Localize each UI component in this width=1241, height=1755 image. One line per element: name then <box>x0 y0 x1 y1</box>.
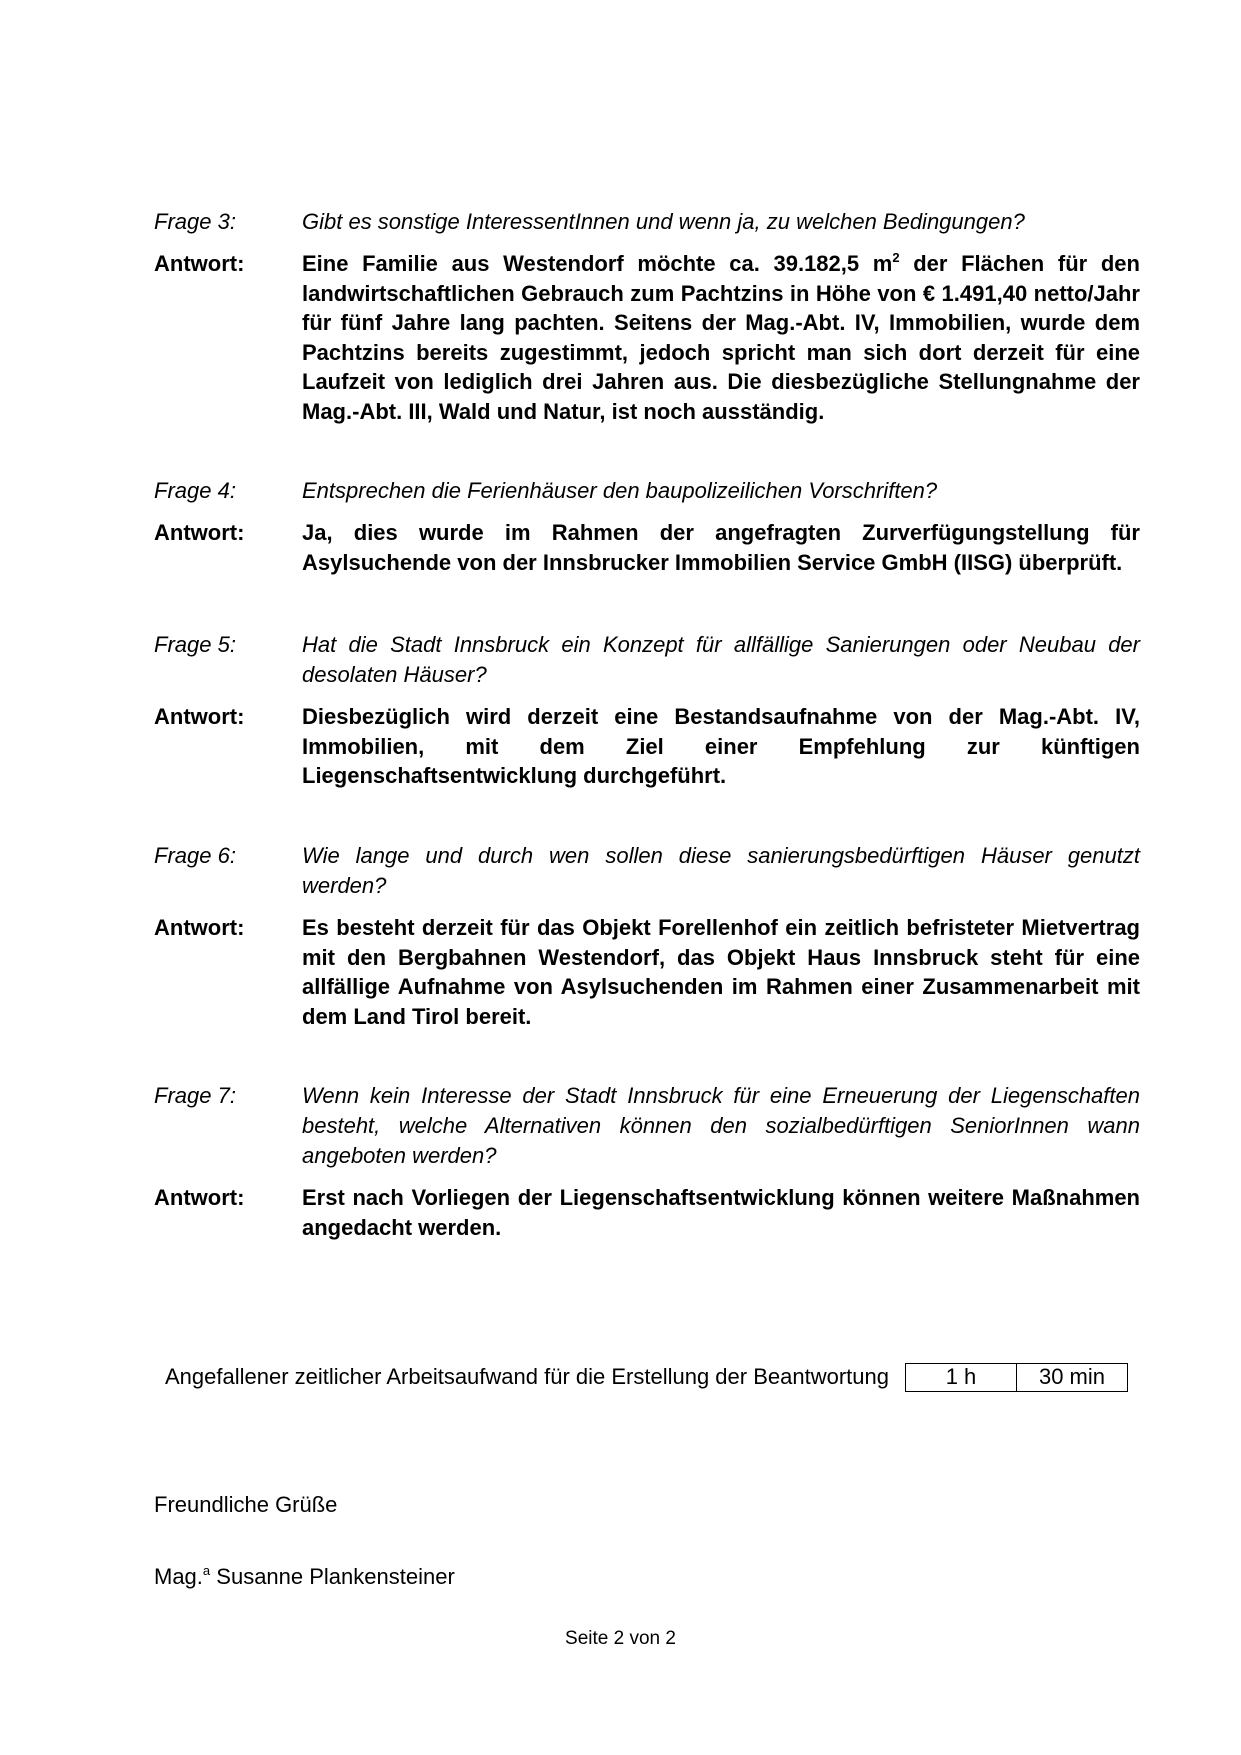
answer-row <box>154 702 1140 791</box>
question-label: Frage 7: <box>154 1083 236 1108</box>
signature-title: Mag. <box>154 1564 203 1589</box>
qa-block-3 <box>154 207 1140 426</box>
question-text: Wie lange und durch wen sollen diese sanierungsbedürftigen Häuser genutzt werden? <box>302 843 1140 898</box>
work-effort-row <box>165 1362 1128 1392</box>
question-row <box>154 630 1140 690</box>
answer-row <box>154 913 1140 1031</box>
answer-text: Ja, dies wurde im Rahmen der angefragten Zurverfügungstellung für Asylsuchende von der Innsbrucker Immobilien Service GmbH (IISG) überprüft. <box>302 520 1140 575</box>
signature-name: Susanne Plankensteiner <box>216 1564 455 1589</box>
effort-hours-cell: 1 h <box>905 1363 1016 1391</box>
question-text: Entsprechen die Ferienhäuser den baupolizeilichen Vorschriften? <box>302 478 938 503</box>
question-label: Frage 6: <box>154 843 236 868</box>
answer-label: Antwort: <box>154 1185 245 1210</box>
superscript-2: 2 <box>892 250 900 265</box>
answer-text: Es besteht derzeit für das Objekt Forellenhof ein zeitlich befristeter Mietvertrag mit den Bergbahnen Westendorf, das Objekt Haus Innsbruck steht für eine allfällige Aufnahme von Asylsuchenden im Rahmen einer Zusammenarbeit mit dem Land Tirol bereit. <box>302 915 1140 1029</box>
qa-block-7 <box>154 1081 1140 1242</box>
question-label: Frage 5: <box>154 632 236 657</box>
answer-row <box>154 1183 1140 1242</box>
answer-text: Erst nach Vorliegen der Liegenschaftsentwicklung können weitere Maßnahmen angedacht werden. <box>302 1185 1140 1240</box>
question-text: Hat die Stadt Innsbruck ein Konzept für allfällige Sanierungen oder Neubau der desolaten Häuser? <box>302 632 1140 687</box>
answer-label: Antwort: <box>154 520 245 545</box>
question-row <box>154 207 1140 237</box>
question-label: Frage 4: <box>154 478 236 503</box>
qa-block-5 <box>154 630 1140 791</box>
work-effort-label: Angefallener zeitlicher Arbeitsaufwand für die Erstellung der Beantwortung <box>165 1364 889 1389</box>
answer-text-part1: Eine Familie aus Westendorf möchte ca. 39.182,5 m <box>302 251 893 276</box>
signature <box>154 1562 455 1592</box>
question-label: Frage 3: <box>154 209 236 234</box>
answer-label: Antwort: <box>154 704 245 729</box>
signature-title-superscript: a <box>202 1563 211 1578</box>
work-effort-table <box>905 1363 1128 1392</box>
qa-block-4 <box>154 476 1140 577</box>
page-number: Seite 2 von 2 <box>565 1628 676 1649</box>
question-text: Gibt es sonstige InteressentInnen und wenn ja, zu welchen Bedingungen? <box>302 209 1025 234</box>
question-row <box>154 841 1140 901</box>
qa-block-6 <box>154 841 1140 1031</box>
answer-row <box>154 249 1140 426</box>
answer-label: Antwort: <box>154 915 245 940</box>
answer-row <box>154 518 1140 577</box>
answer-label: Antwort: <box>154 251 245 276</box>
question-row <box>154 476 1140 506</box>
answer-text <box>302 249 1140 426</box>
answer-text-part2: der Flächen für den landwirtschaftlichen Gebrauch zum Pachtzins in Höhe von € 1.491,40 netto/Jahr für fünf Jahre lang pachten. Seitens der Mag.-Abt. IV, Immobilien, wurde dem Pachtzins bereits zugestimmt, jedoch spricht man sich dort derzeit für eine Laufzeit von lediglich drei Jahren aus. Die diesbezügliche Stellungnahme der Mag.-Abt. III, Wald und Natur, ist noch ausständig. <box>302 251 1140 424</box>
closing-greeting: Freundliche Grüße <box>154 1492 338 1517</box>
question-row <box>154 1081 1140 1171</box>
effort-minutes-cell: 30 min <box>1016 1363 1127 1391</box>
question-text: Wenn kein Interesse der Stadt Innsbruck für eine Erneuerung der Liegenschaften besteht, welche Alternativen können den sozialbedürftigen SeniorInnen wann angeboten werden? <box>302 1083 1140 1168</box>
answer-text: Diesbezüglich wird derzeit eine Bestandsaufnahme von der Mag.-Abt. IV, Immobilien, mit dem Ziel einer Empfehlung zur künftigen Liegenschaftsentwicklung durchgeführt. <box>302 704 1140 788</box>
